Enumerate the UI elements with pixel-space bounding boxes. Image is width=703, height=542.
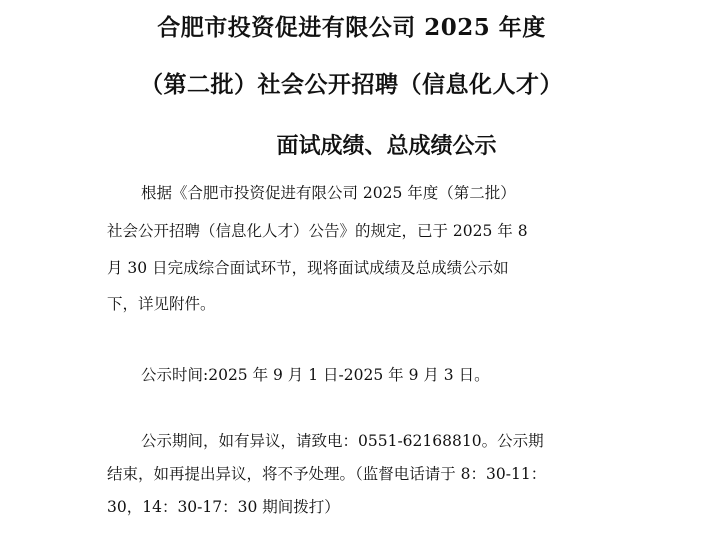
- document-subtitle: 面试成绩、总成绩公示: [276, 133, 497, 159]
- paragraph-1-line-2: 社会公开招聘（信息化人才）公告》的规定，已于 2025 年 8: [107, 222, 528, 240]
- paragraph-1-line-1: 根据《合肥市投资促进有限公司 2025 年度（第二批）: [141, 184, 516, 202]
- paragraph-2-line-1: 公示时间:2025 年 9 月 1 日-2025 年 9 月 3 日。: [141, 366, 490, 384]
- paragraph-1-line-4: 下，详见附件。: [107, 295, 216, 313]
- document-title-line-2: （第二批）社会公开招聘（信息化人才）: [140, 71, 563, 98]
- paragraph-3-line-2: 结束，如再提出异议，将不予处理。（监督电话请于 8：30-11：: [107, 465, 547, 483]
- paragraph-3-line-3: 30，14：30-17：30 期间拨打）: [107, 498, 340, 516]
- paragraph-3-line-1: 公示期间，如有异议，请致电：0551-62168810。公示期: [141, 432, 544, 450]
- paragraph-1-line-3: 月 30 日完成综合面试环节，现将面试成绩及总成绩公示如: [107, 259, 509, 277]
- document-title-line-1: 合肥市投资促进有限公司 2025 年度: [157, 14, 546, 41]
